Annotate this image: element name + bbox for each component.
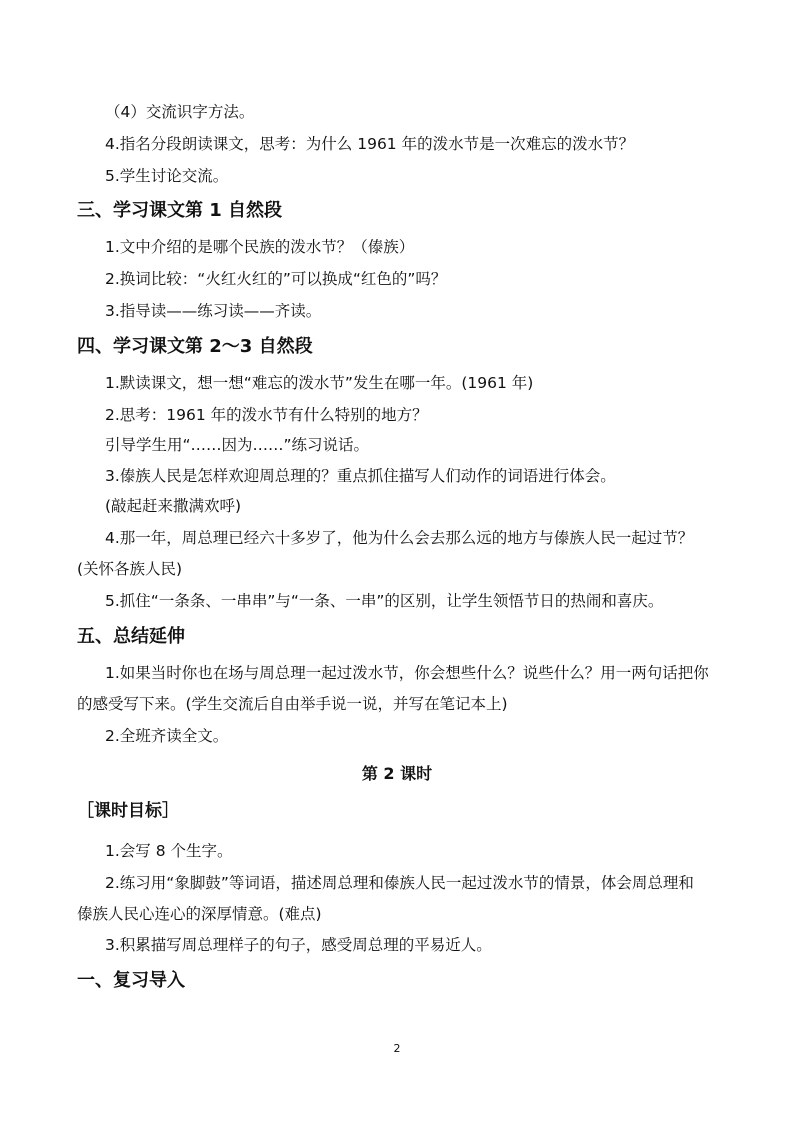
- paragraph: 1.文中介绍的是哪个民族的泼水节？（傣族）: [105, 238, 415, 256]
- page-number: 2: [393, 1042, 401, 1055]
- paragraph: (关怀各族人民): [77, 560, 183, 578]
- paragraph: 5.抓住“一条条、一串串”与“一条、一串”的区别，让学生领悟节日的热闹和喜庆。: [105, 592, 664, 610]
- paragraph: 2.换词比较：“火红火红的”可以换成“红色的”吗？: [105, 270, 447, 288]
- paragraph: 引导学生用“……因为……”练习说话。: [105, 436, 370, 454]
- paragraph: 3.傣族人民是怎样欢迎周总理的？重点抓住描写人们动作的词语进行体会。: [105, 467, 616, 485]
- paragraph: (敲起赶来撒满欢呼): [105, 497, 242, 515]
- paragraph: 3.积累描写周总理样子的句子，感受周总理的平易近人。: [105, 936, 492, 954]
- paragraph: 5.学生讨论交流。: [105, 167, 229, 185]
- goals-heading: ［课时目标］: [77, 801, 179, 821]
- section-heading: 四、学习课文第 2～3 自然段: [77, 336, 313, 357]
- paragraph: 1.默读课文，想一想“难忘的泼水节”发生在哪一年。(1961 年): [105, 374, 534, 392]
- paragraph: 2.思考：1961 年的泼水节有什么特别的地方？: [105, 406, 428, 424]
- paragraph: 4.那一年，周总理已经六十多岁了，他为什么会去那么远的地方与傣族人民一起过节？: [105, 529, 694, 547]
- lesson-title: 第 2 课时: [361, 764, 433, 783]
- paragraph: 傣族人民心连心的深厚情意。(难点): [77, 905, 322, 923]
- section-heading: 五、总结延伸: [77, 626, 185, 647]
- paragraph: 1.如果当时你也在场与周总理一起过泼水节，你会想些什么？说些什么？用一两句话把你: [105, 664, 709, 682]
- paragraph: 1.会写 8 个生字。: [105, 842, 233, 860]
- paragraph: 的感受写下来。(学生交流后自由举手说一说，并写在笔记本上): [77, 695, 508, 713]
- paragraph: 4.指名分段朗读课文，思考：为什么 1961 年的泼水节是一次难忘的泼水节？: [105, 135, 635, 153]
- paragraph: 2.练习用“象脚鼓”等词语，描述周总理和傣族人民一起过泼水节的情景，体会周总理和: [105, 874, 694, 892]
- paragraph: 2.全班齐读全文。: [105, 727, 229, 745]
- section-heading: 三、学习课文第 1 自然段: [77, 200, 283, 221]
- paragraph: 3.指导读——练习读——齐读。: [105, 302, 322, 320]
- section-heading: 一、复习导入: [77, 970, 185, 991]
- paragraph: （4）交流识字方法。: [105, 103, 255, 121]
